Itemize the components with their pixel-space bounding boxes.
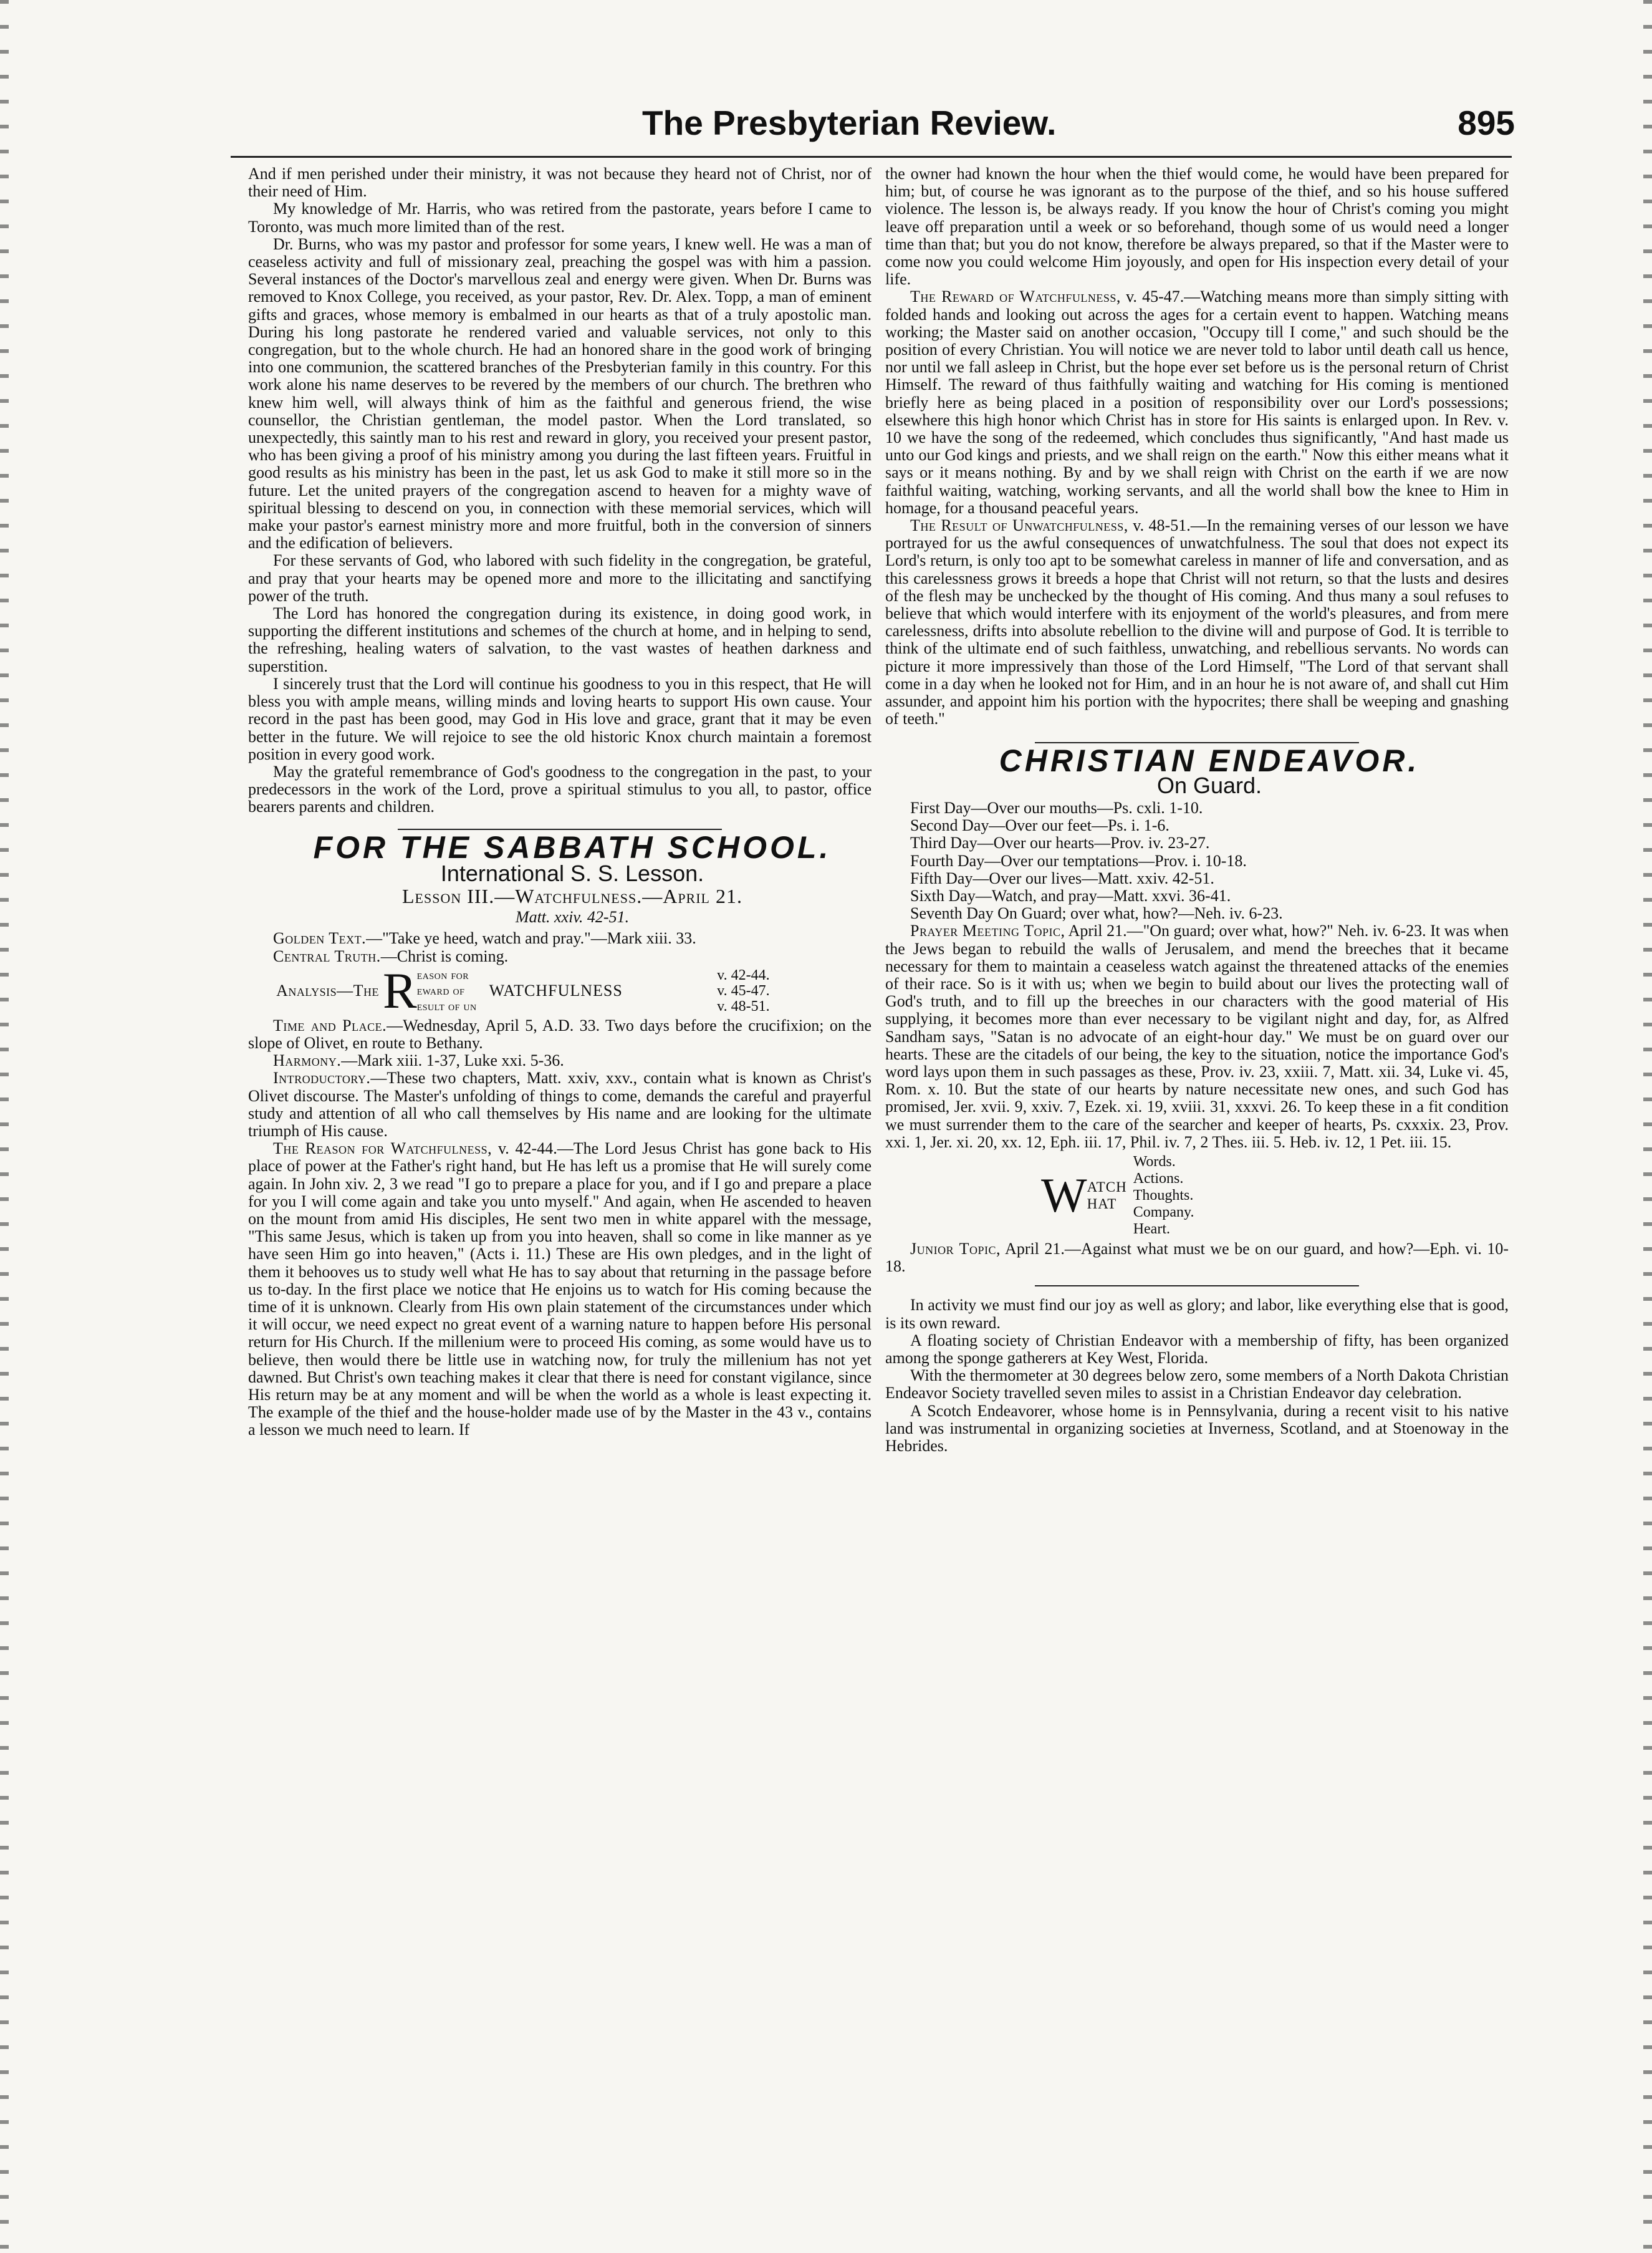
analysis-ref: v. 42-44. xyxy=(717,967,770,983)
watch-word: ATCH xyxy=(1087,1179,1127,1195)
watch-item: Heart. xyxy=(1133,1220,1170,1237)
analysis-label: Analysis—The xyxy=(276,982,379,1000)
lesson-line: Lesson III.—Watchfulness.—April 21. xyxy=(402,884,742,907)
daily-reading: Second Day—Over our feet—Ps. i. 1-6. xyxy=(910,816,1169,835)
time-and-place: Time and Place.—Wednesday, April 5, A.D. 33. Two days before the crucifixion; on the slope of Olivet, en route to Bethany. xyxy=(248,1016,872,1052)
paragraph: For these servants of God, who labored with such fidelity in the congregation, be grateful, and pray that your hearts may be opened more and more to the illicitating and sanctifying power of the truth. xyxy=(248,551,872,605)
daily-reading: Fifth Day—Over our lives—Matt. xxiv. 42-51. xyxy=(910,869,1214,887)
junior-topic: Junior Topic, April 21.—Against what must we be on our guard, and how?—Eph. vi. 10-18. xyxy=(885,1239,1509,1276)
daily-reading: Fourth Day—Over our temptations—Prov. i. 10-18. xyxy=(910,851,1247,870)
scripture-reference: Matt. xxiv. 42-51. xyxy=(515,908,630,927)
scan-edge-left xyxy=(0,0,9,2253)
paragraph: the owner had known the hour when the thief would come, he would have been prepared for him; but, of course he was ignorant as to the purpose of the thief, and so his house suffered violence. The lesson is, be always ready. If you know the hour of Christ's coming you might leave off preparation until a week or so beforehand, though some of us would need a longer time than that; but you do not know, therefore be always prepared, so that if the Master were to come now you could welcome Him joyously, and open for His inspection every detail of your life. xyxy=(885,165,1509,289)
daily-reading: Sixth Day—Watch, and pray—Matt. xxvi. 36-41. xyxy=(910,886,1231,905)
analysis-item: eason for xyxy=(416,968,469,982)
paragraph: Dr. Burns, who was my pastor and professor for some years, I knew well. He was a man of ceaseless activity and full of missionary zeal, preaching the gospel was with him a passion. Several instances of the Doctor's marvellous zeal and energy were given. When Dr. Burns was removed to Knox College, you received, as your pastor, Rev. Dr. Alex. Topp, a man of eminent gifts and graces, whose memory is embalmed in our hearts as that of a truly apostolic man. During his long pastorate he rendered varied and valuable services, not only to this congregation, but to the whole church. He had an honored share in the good work of bringing into one communion, the scattered branches of the Presbyterian family in this country. For this work alone his name deserves to be revered by the members of our church. The brethren who knew him well, will always think of him as the faithful and generous friend, the wise counsellor, the Christian gentleman, the model pastor. When the Lord translated, so unexpectedly, this saintly man to his rest and reward in glory, you received your present pastor, who has been giving a proof of his ministry among you during the last fifteen years. Fruitful in good results as his ministry has been in the past, let us ask God to make it still more so in the future. Let the united prayers of the congregation ascend to heaven for a mighty wave of spiritual blessing to descend on you, in connection with these memorial services, which will make your pastor's earnest ministry more and more fruitful, both in the conversion of sinners and the edification of believers. xyxy=(248,234,872,552)
note: With the thermometer at 30 degrees below zero, some members of a North Dakota Christian Endeavor Society travelled seven miles to assist in a Christian Endeavor day celebration. xyxy=(885,1366,1509,1402)
paragraph: And if men perished under their ministry, it was not because they heard not of Christ, nor of their need of Him. xyxy=(248,165,872,201)
reason-for-watchfulness: The Reason for Watchfulness, v. 42-44.—The Lord Jesus Christ has gone back to His place of power at the Father's right hand, but He has left us a promise that He will surely come again. In John xiv. 2, 3 we read "I go to prepare a place for you, and if I go and prepare a place for you I will come again and take you unto myself." And again, when He ascended to heaven on the mount from amid His disciples, He sent two men in white apparel with the message, "This same Jesus, which is taken up from you into heaven, shall so come in like manner as ye have seen Him go into heaven," (Acts i. 11.) These are His own pledges, and in the light of them it behooves us to study well what He has to say about that returning in the passage before us to-day. In the first place we notice that He enjoins us to watch for His coming because the time of it is unknown. Clearly from His own plain statement of the circumstances under which it will occur, we need expect no great event of a warning nature to happen before His personal return for His Church. If the millenium were to proceed His coming, as some would have us to believe, then would there be little use in watching now, for truly the millenium has not yet dawned. But Christ's own teaching makes it clear that there is need for constant vigilance, since His return may be at any moment and will be when the world as a whole is least expecting it. The example of the thief and the house-holder made use of by the Master in the 43 v., contains a lesson we much need to learn. If xyxy=(248,1139,872,1439)
right-column xyxy=(885,165,1509,1455)
journal-title: The Presbyterian Review. xyxy=(642,104,1057,142)
sabbath-subtitle: International S. S. Lesson. xyxy=(440,860,704,886)
watch-item: Actions. xyxy=(1133,1170,1184,1187)
analysis-word: WATCHFULNESS xyxy=(489,982,623,1000)
central-truth: Central Truth.—Christ is coming. xyxy=(273,947,509,965)
watch-item: Company. xyxy=(1133,1204,1194,1220)
header-rule xyxy=(231,156,1512,158)
watch-item: Thoughts. xyxy=(1133,1187,1194,1204)
golden-text: Golden Text.—"Take ye heed, watch and pray."—Mark xiii. 33. xyxy=(273,929,696,948)
analysis-item: eward of xyxy=(416,983,465,998)
daily-reading: Third Day—Over our hearts—Prov. iv. 23-27. xyxy=(910,834,1210,852)
reward-of-watchfulness: The Reward of Watchfulness, v. 45-47.—Watching means more than simply sitting with folded hands and looking out across the ages for a certain event to happen. Watching means working; the Master said on another occasion, "Occupy till I come," and such should be the position of every Christian. You will notice we are never told to labor until death call us hence, nor until we fall asleep in Christ, but the hope ever set before us is the personal return of Christ Himself. The reward of thus faithfully waiting and watching for His coming is mentioned briefly here as being placed in a position of responsibility over our Lord's possessions; elsewhere this high honor which Christ has in store for His saints is enlarged upon. In Rev. v. 10 we have the song of the redeemed, which concludes thus significantly, "And hast made us unto our God kings and priests, and we shall reign on the earth." Now this either means what it says or it means nothing. By and by we shall reign with Christ on the earth if we are now faithful waiting, watching, working servants, and all the world shall bow the knee to Him in homage, for a thousand peaceful years. xyxy=(885,287,1509,517)
prayer-meeting-topic: Prayer Meeting Topic, April 21.—"On guard; over what, how?" Neh. iv. 6-23. It was when the Jews began to rebuild the walls of Jerusalem, and mend the breeches that it became necessary for them to maintain a ceaseless watch against the threatened attacks of the enemies of their race. So is it with us; when we begin to build about our lives the protecting wall of God's truth, and to fill up the breeches in our characters with the good material of His supplying, it becomes more than ever necessary to be vigilant night and day, for, as Alfred Sandham says, "Satan is no advocate of an eight-hour day." We must be on guard over our hearts. These are the citadels of our being, the key to the situation, notice the importance God's word lays upon them in such passages as these, Prov. iv. 23, xxiii. 7, Matt. xii. 34, Luke vi. 45, Rom. x. 10. But the state of our hearts by nature necessitate new ones, and such God has promised, Jer. xvii. 9, xxiv. 7, Ezek. xi. 19, xviii. 31, xxxvi. 26. To keep these in a fit condition we must surrender them to the care of the searcher and keeper of hearts, Ps. cxxxix. 23, Prov. xxi. 1, Jer. xi. 20, xx. 12, Eph. iii. 17, Phil. iv. 7, 2 Thes. iii. 5. Heb. iv. 12, 1 Pet. iii. 15. xyxy=(885,922,1509,1151)
harmony: Harmony.—Mark xiii. 1-37, Luke xxi. 5-36. xyxy=(273,1051,564,1070)
central-truth-label: Central Truth. xyxy=(273,947,381,965)
paragraph: My knowledge of Mr. Harris, who was retired from the pastorate, years before I came to Toronto, was much more limited than of the rest. xyxy=(248,200,872,236)
note: In activity we must find our joy as well as glory; and labor, like everything else that is good, is its own reward. xyxy=(885,1296,1509,1332)
lesson-analysis xyxy=(248,962,872,1020)
result-of-unwatchfulness: The Result of Unwatchfulness, v. 48-51.—In the remaining verses of our lesson we have portrayed for us the awful consequences of unwatchfulness. The soul that does not expect its Lord's return, is only too apt to be somewhat careless in manner of life and conversation, and as this carelessness grows it breeds a hope that Christ will not return, so that the lusts and desires of the flesh may be unchecked by the thought of His coming. And thus many a soul refuses to believe that which would interfere with its enjoyment of the world's pleasures, and from mere carelessness, drifts into absolute rebellion to the divine will and purpose of God. It is terrible to think of the ultimate end of such faithless, unwatching, and rebellious servants. No words can picture it more impressively than those of the Lord Himself, "The Lord of that servant shall come in a day when he looked not for Him, and in an hour he is not aware of, and shall cut Him assunder, and appoint him his portion with the hypocrites; there shall be weeping and gnashing of teeth." xyxy=(885,516,1509,728)
daily-reading: First Day—Over our mouths—Ps. cxli. 1-10. xyxy=(910,798,1203,817)
daily-reading: Seventh Day On Guard; over what, how?—Neh. iv. 6-23. xyxy=(910,904,1283,923)
note: A floating society of Christian Endeavor with a membership of fifty, has been organized among the sponge gatherers at Key West, Florida. xyxy=(885,1331,1509,1367)
watch-word: HAT xyxy=(1087,1196,1117,1212)
watch-initial: W xyxy=(1041,1168,1087,1223)
analysis-ref: v. 48-51. xyxy=(717,998,770,1015)
analysis-item: esult of un xyxy=(416,999,477,1013)
analysis-ref: v. 45-47. xyxy=(717,982,770,999)
christian-endeavor-subtitle: On Guard. xyxy=(1156,772,1262,798)
paragraph: May the grateful remembrance of God's goodness to the congregation in the past, to your predecessors in the work of the Lord, prove a spiritual stimulus to you all, to pastor, office bearers parents and children. xyxy=(248,762,872,816)
daily-readings xyxy=(885,799,1509,922)
watch-item: Words. xyxy=(1133,1153,1176,1170)
page-number: 895 xyxy=(1458,104,1515,142)
note: A Scotch Endeavorer, whose home is in Pennsylvania, during a recent visit to his native land was instrumental in organizing societies at Inverness, Scotland, and at Stoenoway in the Hebrides. xyxy=(885,1401,1509,1455)
paragraph: The Lord has honored the congregation during its existence, in doing good work, in supporting the different institutions and schemes of the church at home, and in helping to send, the refreshing, healing waters of salvation, to the vast wastes of heathen darkness and superstition. xyxy=(248,604,872,675)
left-column xyxy=(248,165,872,1439)
introductory: Introductory.—These two chapters, Matt. xxiv, xxv., contain what is known as Christ's Olivet discourse. The Master's unfolding of things to come, demands the careful and prayerful study and attention of all who call themselves by His name and are looking for the ultimate triumph of His cause. xyxy=(248,1069,872,1140)
page-header xyxy=(642,103,1515,147)
sabbath-school-title: FOR THE SABBATH SCHOOL. xyxy=(313,829,832,865)
paragraph: I sincerely trust that the Lord will continue his goodness to you in this respect, that He will bless you with ample means, willing minds and loving hearts to support His own cause. Your record in the past has been good, may God in His love and grace, grant that it may be even better in the future. We will rejoice to see the old historic Knox church maintain a foremost position in every good work. xyxy=(248,674,872,763)
scan-edge-right xyxy=(1643,0,1652,2253)
analysis-initial: R xyxy=(383,962,417,1020)
golden-text-label: Golden Text. xyxy=(273,929,367,948)
christian-endeavor-title: CHRISTIAN ENDEAVOR. xyxy=(999,743,1420,778)
watch-what-block xyxy=(885,1154,1509,1238)
